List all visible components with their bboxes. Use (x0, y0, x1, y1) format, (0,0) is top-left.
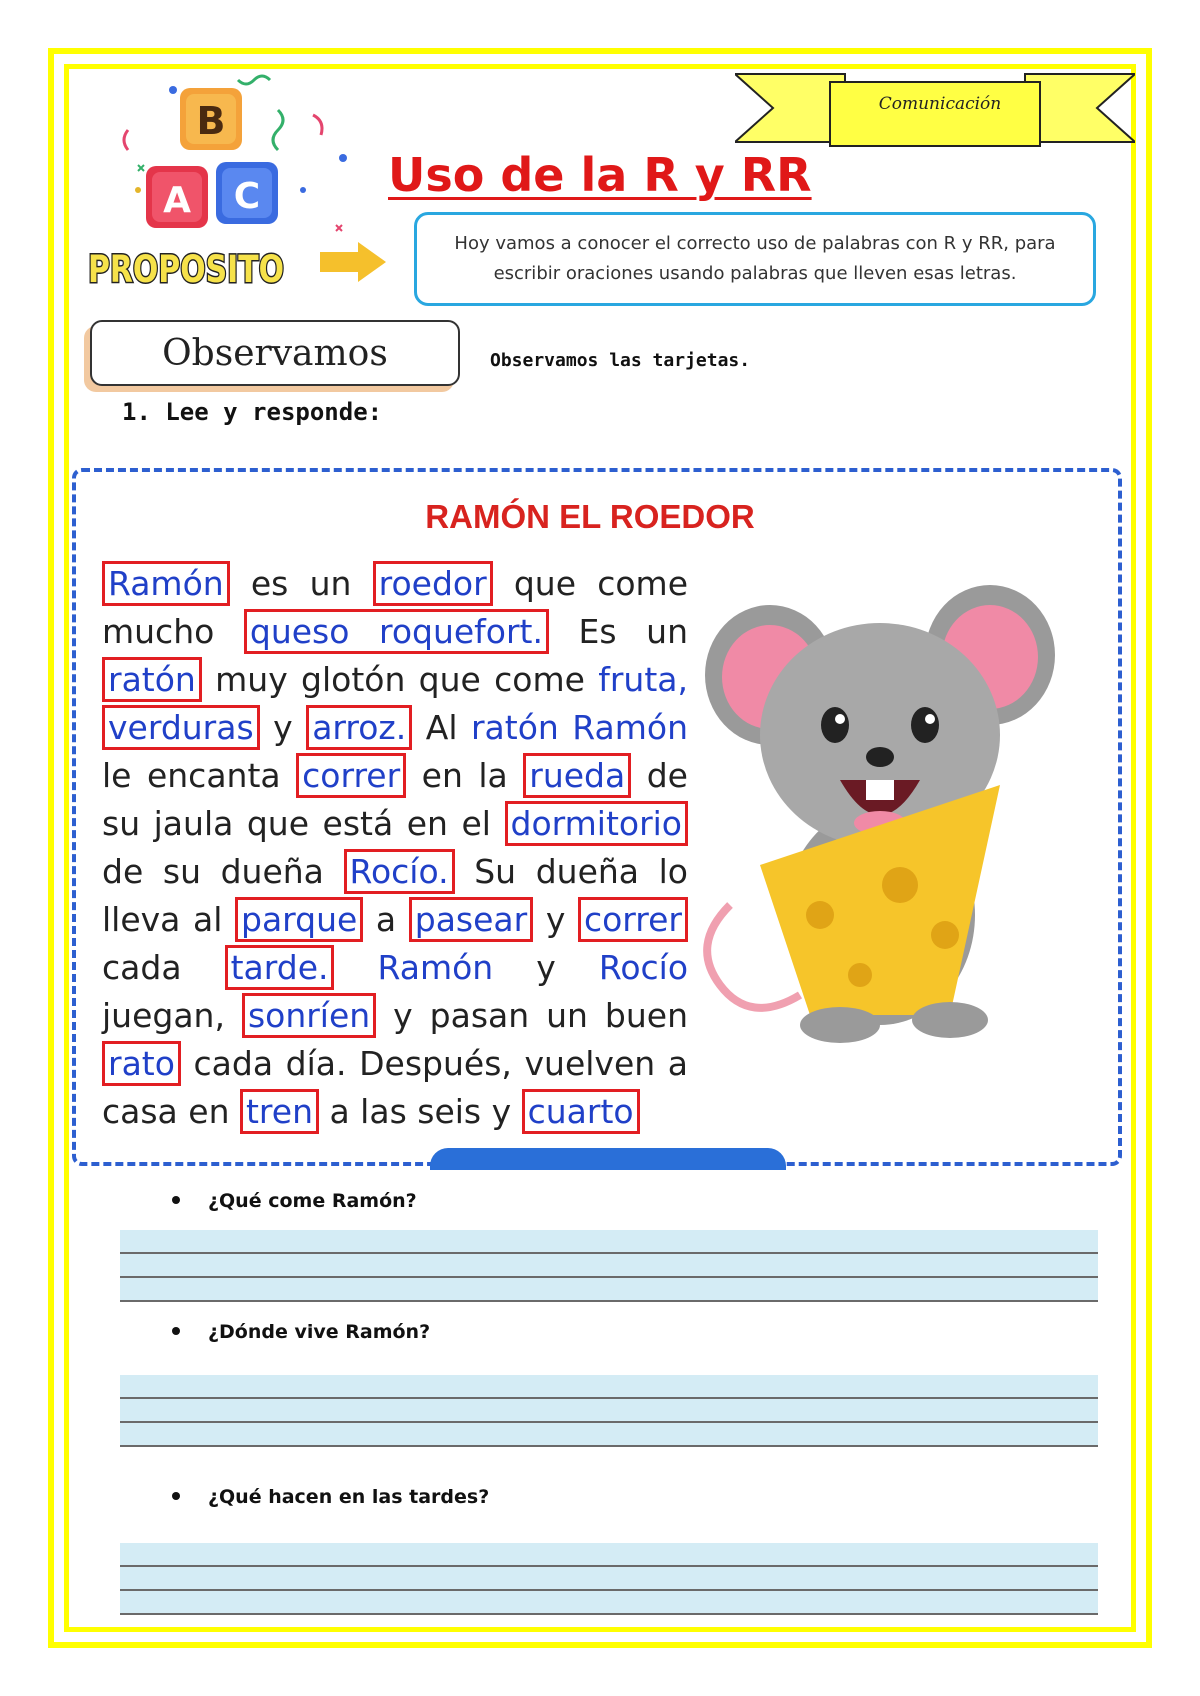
story-segment: de su jaula que está en el (102, 756, 688, 843)
highlighted-word: cuarto (522, 1089, 640, 1134)
highlighted-word: tren (240, 1089, 319, 1134)
block-b (180, 88, 242, 150)
story-segment: y pasan un buen (376, 996, 689, 1035)
mouse-with-cheese-illustration (700, 585, 1100, 1065)
story-segment: a (363, 900, 409, 939)
area-label: Comunicación (878, 94, 1002, 114)
proposito-word: PROPOSITO (88, 248, 284, 291)
story-title: RAMÓN EL ROEDOR (425, 498, 755, 535)
highlighted-word: rueda (523, 753, 631, 798)
story-segment: de su dueña (102, 852, 344, 891)
story-segment: cada día. Después, vuelven a casa en (102, 1044, 688, 1131)
answer-lines-2[interactable] (120, 1375, 1098, 1447)
story-segment: juegan, (102, 996, 242, 1035)
story-segment: en la (406, 756, 524, 795)
story-segment: y (493, 948, 599, 987)
highlighted-word: correr (296, 753, 406, 798)
arrow-right-icon (318, 240, 388, 284)
block-c (216, 162, 278, 224)
story-segment: le encanta (102, 756, 297, 795)
blue-word: fruta, (598, 660, 688, 699)
story-segment: Su dueña lo lleva al (102, 852, 688, 939)
svg-text:C: C (233, 176, 261, 217)
story-segment: a las seis y (318, 1092, 522, 1131)
highlighted-word: sonríen (242, 993, 376, 1038)
block-a (146, 166, 208, 228)
highlighted-word: Rocío. (344, 849, 455, 894)
highlighted-word: ratón (102, 657, 202, 702)
highlighted-word: verduras (102, 705, 260, 750)
svg-text:B: B (196, 99, 226, 143)
purpose-box (414, 212, 1096, 306)
question-3: ¿Qué hacen en las tardes? (172, 1486, 489, 1508)
highlighted-word: roedor (373, 561, 493, 606)
answer-lines-1[interactable] (120, 1230, 1098, 1302)
page-title: Uso de la R y RR (388, 148, 812, 202)
blue-word: Rocío (598, 948, 689, 987)
bullet-icon (172, 1492, 180, 1500)
question-1: ¿Qué come Ramón? (172, 1190, 417, 1212)
bullet-icon (172, 1196, 180, 1204)
story-segment (334, 948, 377, 987)
story-segment: Al (412, 708, 471, 747)
highlighted-word: tarde. (225, 945, 335, 990)
highlighted-word: Ramón (102, 561, 230, 606)
observamos-note: Observamos las tarjetas. (490, 350, 751, 371)
highlighted-word: pasear (409, 897, 533, 942)
story-segment: Es un (548, 612, 688, 651)
highlighted-word: correr (578, 897, 688, 942)
highlighted-word: rato (102, 1041, 181, 1086)
question-2: ¿Dónde vive Ramón? (172, 1321, 430, 1343)
story-segment: y (533, 900, 578, 939)
highlighted-word: arroz. (306, 705, 412, 750)
svg-text:A: A (163, 180, 191, 221)
highlighted-word: queso roquefort. (244, 609, 549, 654)
blue-word: Ramón (377, 948, 494, 987)
story-segment: y (259, 708, 307, 747)
story-segment: es un (229, 564, 373, 603)
hidden-card-tab (430, 1148, 786, 1170)
bullet-icon (172, 1327, 180, 1335)
story-text (102, 560, 688, 1136)
instruction: 1. Lee y responde: (122, 398, 383, 426)
story-segment: cada (102, 948, 225, 987)
story-segment: muy glotón que come (201, 660, 599, 699)
blue-word: ratón Ramón (470, 708, 688, 747)
highlighted-word: dormitorio (505, 801, 689, 846)
story-segment: que come mucho (102, 564, 688, 651)
highlighted-word: parque (235, 897, 363, 942)
answer-lines-3[interactable] (120, 1543, 1098, 1615)
purpose-text: Hoy vamos a conocer el correcto uso de palabras con R y RR, para escribir oraciones usando palabras que lleven esas letras. (454, 233, 1056, 284)
observamos-heading: Observamos (90, 320, 460, 386)
